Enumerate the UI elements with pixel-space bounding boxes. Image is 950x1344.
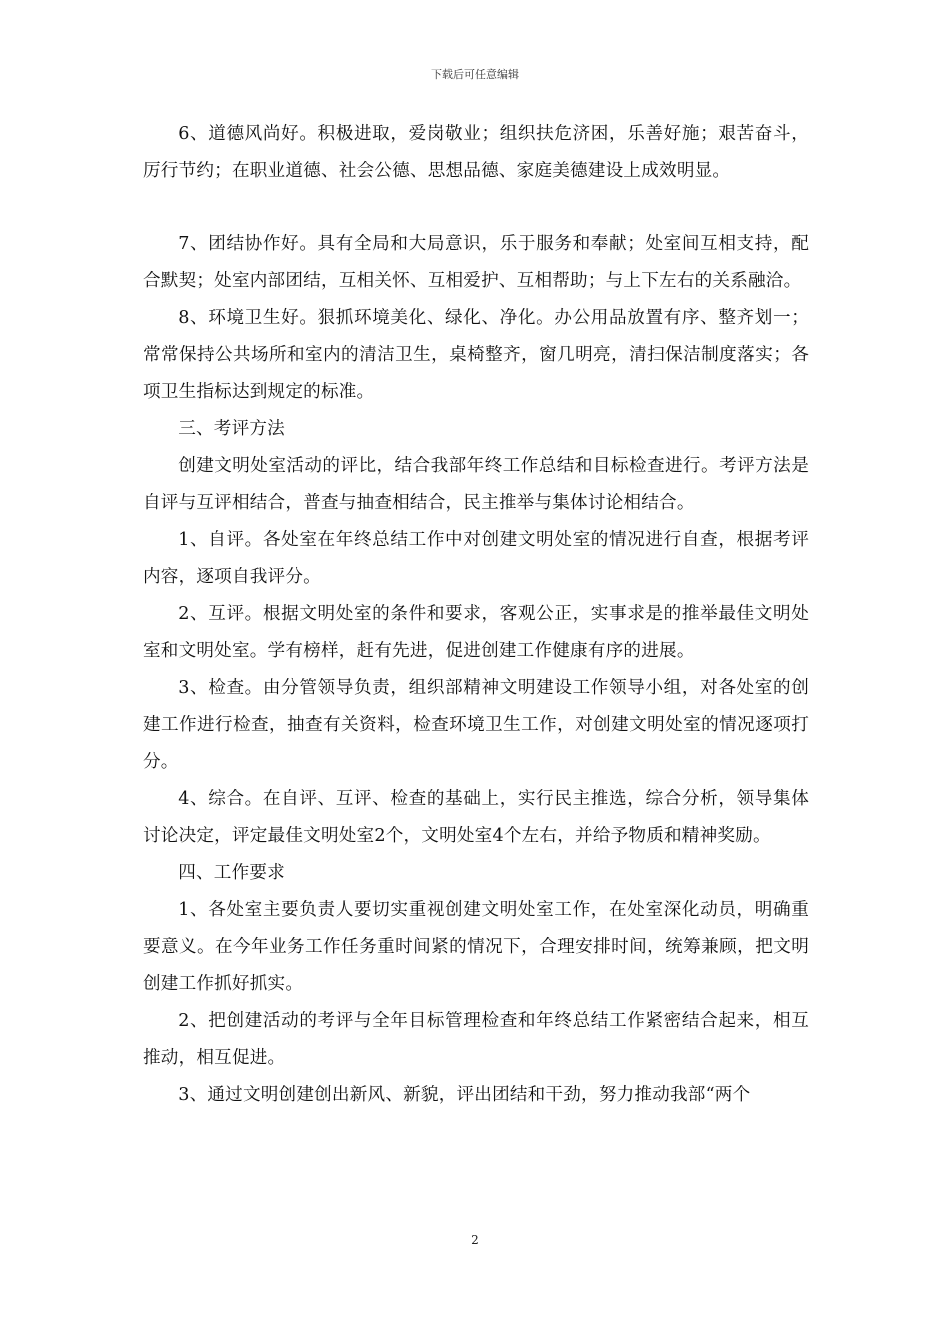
paragraph-mutual-evaluation: 2、互评。根据文明处室的条件和要求，客观公正，实事求是的推举最佳文明处室和文明处室。学有榜样，赶有先进，促进创建工作健康有序的进展。 (143, 604, 809, 661)
paragraph-comprehensive: 4、综合。在自评、互评、检查的基础上，实行民主推选，综合分析，领导集体讨论决定，评定最佳文明处室2个，文明处室4个左右，并给予物质和精神奖励。 (143, 789, 809, 846)
paragraph-item-8: 8、环境卫生好。狠抓环境美化、绿化、净化。办公用品放置有序、整齐划一；常常保持公共场所和室内的清洁卫生，桌椅整齐，窗几明亮，清扫保洁制度落实；各项卫生指标达到规定的标准。 (143, 308, 809, 402)
paragraph-inspection: 3、检查。由分管领导负责，组织部精神文明建设工作领导小组，对各处室的创建工作进行检查，抽查有关资料，检查环境卫生工作，对创建文明处室的情况逐项打分。 (143, 678, 809, 772)
paragraph-gap (143, 190, 809, 226)
document-body (143, 116, 809, 1114)
paragraph-requirement-2: 2、把创建活动的考评与全年目标管理检查和年终总结工作紧密结合起来，相互推动，相互促进。 (143, 1011, 809, 1068)
paragraph-requirement-1: 1、各处室主要负责人要切实重视创建文明处室工作，在处室深化动员，明确重要意义。在今年业务工作任务重时间紧的情况下，合理安排时间，统筹兼顾，把文明创建工作抓好抓实。 (143, 900, 809, 994)
page-number: 2 (471, 1233, 479, 1247)
paragraph-self-evaluation: 1、自评。各处室在年终总结工作中对创建文明处室的情况进行自查，根据考评内容，逐项自我评分。 (143, 530, 809, 587)
paragraph-requirement-3: 3、通过文明创建创出新风、新貌，评出团结和干劲，努力推动我部“两个 (178, 1085, 751, 1105)
section-heading-evaluation-method: 三、考评方法 (178, 419, 285, 439)
section-heading-work-requirements: 四、工作要求 (178, 863, 285, 883)
paragraph-item-6: 6、道德风尚好。积极进取，爱岗敬业；组织扶危济困，乐善好施；艰苦奋斗，厉行节约；在职业道德、社会公德、思想品德、家庭美德建设上成效明显。 (143, 124, 809, 181)
paragraph-item-7: 7、团结协作好。具有全局和大局意识，乐于服务和奉献；处室间互相支持，配合默契；处室内部团结，互相关怀、互相爱护、互相帮助；与上下左右的关系融洽。 (143, 234, 809, 291)
page-header: 下载后可任意编辑 (431, 68, 519, 81)
paragraph-evaluation-intro: 创建文明处室活动的评比，结合我部年终工作总结和目标检查进行。考评方法是自评与互评相结合，普查与抽查相结合，民主推举与集体讨论相结合。 (143, 456, 809, 513)
